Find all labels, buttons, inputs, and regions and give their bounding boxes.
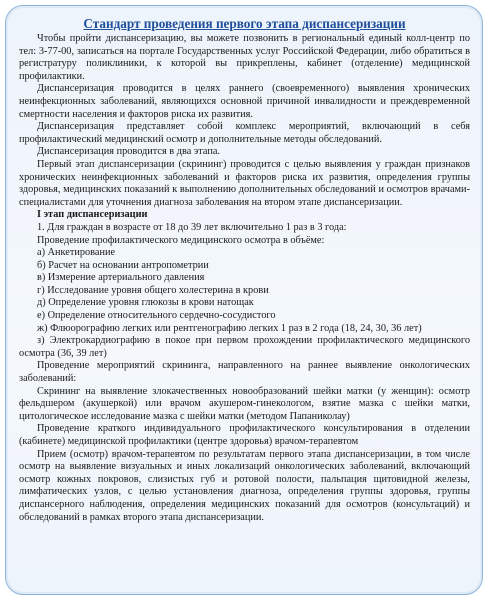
- section-heading-stage-1: I этап диспансеризации: [37, 209, 148, 221]
- list-item-g: г) Исследование уровня общего холестерина в крови: [37, 284, 269, 296]
- paragraph-definition: Диспансеризация представляет собой комплекс мероприятий, включающий в себя профилактический медицинский осмотр и дополнительные методы обследований.: [19, 121, 470, 145]
- list-item-b: б) Расчет на основании антропометрии: [37, 259, 209, 271]
- paragraph-consulting: Проведение краткого индивидуального профилактического консультирования в отделении (кабинете) медицинской профилактики (центре здоровья) врачом-терапевтом: [19, 423, 470, 447]
- page-title: Стандарт проведения первого этапа диспансеризации: [83, 16, 406, 31]
- list-item-z: з) Электрокардиографию в покое при первом прохождении профилактического медицинского осмотра (36, 39 лет): [19, 335, 470, 359]
- document-content: [6, 6, 482, 524]
- paragraph-cervical-screening: Скрининг на выявление злокачественных новообразований шейки матки (у женщин): осмотр фельдшером (акушеркой) или врачом акушером-гинекологом, взятие мазка с шейки матки, цитологическое исследование мазка с шейки матки (методом Папаниколау): [19, 385, 470, 422]
- list-item-e: е) Определение относительного сердечно-сосудистого: [37, 310, 276, 322]
- paragraph-therapist-exam: Прием (осмотр) врачом-терапевтом по результатам первого этапа диспансеризации, в том числе осмотр на выявление визуальных и иных локализаций онкологических заболеваний, включающий осмотр кожных покровов, слизистых губ и ротовой полости, пальпация щитовидной железы, лимфатических узлов, с целью установления диагноза, определения группы здоровья, группы диспансерного наблюдения, определения медицинских показаний для осмотров (консультаций) и обследований в рамках второго этапа диспансеризации.: [19, 448, 470, 523]
- paragraph-exam-scope: Проведение профилактического медицинского осмотра в объёме:: [37, 234, 325, 246]
- list-item-d: д) Определение уровня глюкозы в крови натощак: [37, 297, 254, 309]
- paragraph-how-to-sign-up: Чтобы пройти диспансеризацию, вы можете позвонить в региональный единый колл-центр по тел: 3-77-00, записаться на портале Государственных услуг Российской Федерации, либо обратиться в регистратуру поликлиники, к которой вы прикреплены, кабинет (отделение) медицинской профилактики.: [19, 33, 470, 82]
- paragraph-first-stage: Первый этап диспансеризации (скрининг) проводится с целью выявления у граждан признаков хронических неинфекционных заболеваний и факторов риска их развития, определения группы здоровья, медицинских показаний к выполнению дополнительных обследований и осмотров врачами-специалистами для уточнения диагноза заболевания на втором этапе диспансеризации.: [19, 158, 470, 208]
- paragraph-age-group: 1. Для граждан в возрасте от 18 до 39 лет включительно 1 раз в 3 года:: [37, 221, 347, 233]
- paragraph-purpose: Диспансеризация проводится в целях раннего (своевременного) выявления хронических неинфекционных заболеваний, являющихся основной причиной инвалидности и преждевременной смертности населения и факторов риска их развития.: [19, 83, 470, 120]
- list-item-a: а) Анкетирование: [37, 247, 116, 259]
- list-item-zh: ж) Флюорографию легких или рентгенографию легких 1 раз в 2 года (18, 24, 30, 36 лет): [37, 322, 422, 334]
- paragraph-two-stages: Диспансеризация проводится в два этапа.: [37, 146, 220, 158]
- document-frame: [5, 5, 483, 595]
- list-item-v: в) Измерение артериального давления: [37, 272, 205, 284]
- paragraph-screening: Проведение мероприятий скрининга, направленного на раннее выявление онкологических заболеваний:: [19, 360, 470, 385]
